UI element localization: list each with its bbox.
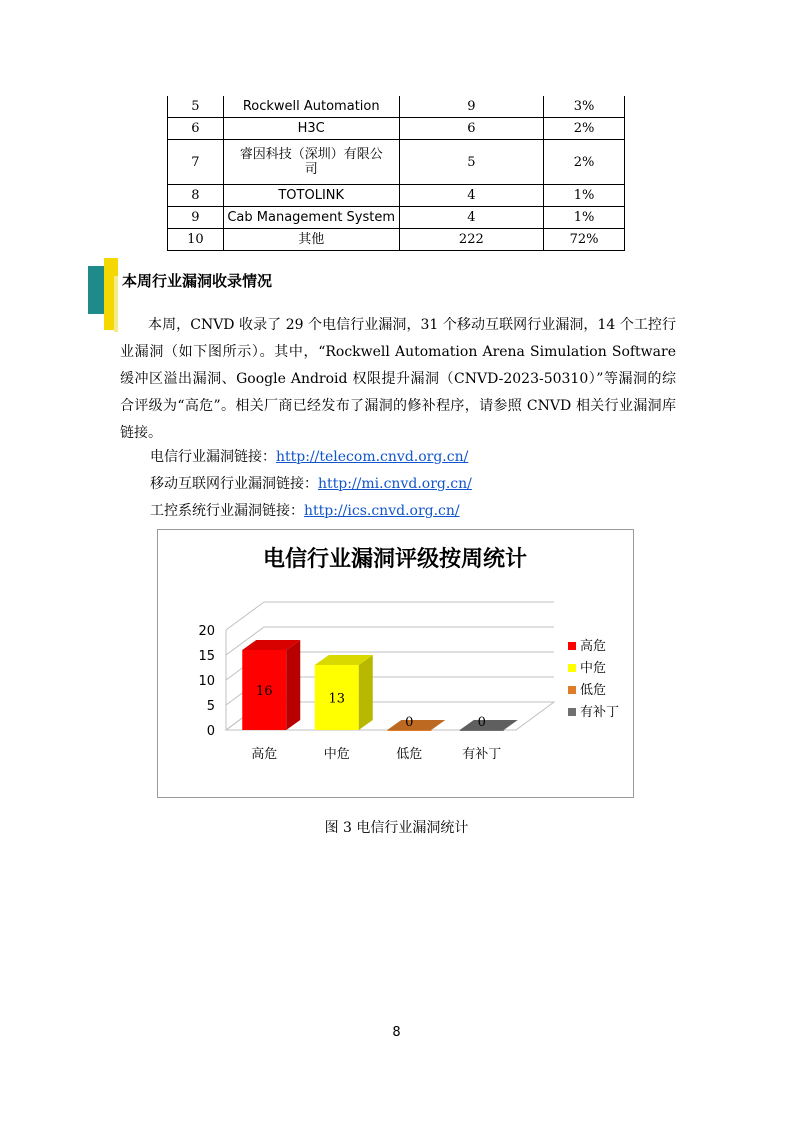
link-line-telecom (150, 446, 468, 466)
link-label-mobile: 移动互联网行业漏洞链接： (150, 476, 318, 492)
table-row (168, 229, 625, 251)
x-tick-label: 高危 (251, 747, 278, 762)
legend-swatch (568, 642, 576, 650)
cell-count: 6 (399, 118, 544, 140)
legend-label: 高危 (580, 639, 607, 654)
table-row (168, 96, 625, 118)
x-tick-label: 低危 (396, 747, 423, 762)
bar-side-1 (359, 655, 373, 730)
bar-3 (460, 730, 504, 731)
legend-swatch (568, 664, 576, 672)
section-heading: 本周行业漏洞收录情况 (122, 272, 273, 290)
bar-chart (157, 529, 634, 798)
bar-2 (387, 730, 431, 731)
x-tick-label: 有补丁 (462, 747, 502, 762)
cell-vendor: H3C (223, 118, 399, 140)
cell-pct: 2% (544, 118, 625, 140)
cell-pct: 72% (544, 229, 625, 251)
link-line-ics (150, 500, 460, 520)
cell-rank: 9 (168, 207, 224, 229)
link-mobile[interactable]: http://mi.cnvd.org.cn/ (318, 476, 472, 492)
cell-rank: 8 (168, 185, 224, 207)
link-line-mobile (150, 473, 472, 493)
cell-rank: 6 (168, 118, 224, 140)
link-telecom[interactable]: http://telecom.cnvd.org.cn/ (276, 449, 469, 465)
legend-label: 中危 (580, 661, 607, 676)
data-label: 0 (477, 715, 486, 730)
gridline-side (226, 602, 264, 630)
link-label-ics: 工控系统行业漏洞链接： (150, 503, 304, 519)
cell-pct: 2% (544, 140, 625, 185)
cell-vendor: TOTOLINK (223, 185, 399, 207)
cell-rank: 10 (168, 229, 224, 251)
table-row (168, 185, 625, 207)
cell-pct: 1% (544, 207, 625, 229)
cell-count: 222 (399, 229, 544, 251)
legend-swatch (568, 686, 576, 694)
chart-title: 电信行业漏洞评级按周统计 (262, 547, 528, 572)
body-paragraph-text: 本周，CNVD 收录了 29 个电信行业漏洞，31 个移动互联网行业漏洞，14 个工控行业漏洞（如下图所示）。其中，“Rockwell Automation Arena Simulation Software 缓冲区溢出漏洞、Google Android 权限提升漏洞（CNVD-2023-50310）”等漏洞的综合评级为“高危”。相关厂商已经发布了漏洞的修补程序，请参照 CNVD 相关行业漏洞库链接。 (120, 317, 676, 441)
heading-decoration-pale (114, 276, 118, 332)
legend-label: 低危 (580, 683, 607, 698)
link-ics[interactable]: http://ics.cnvd.org.cn/ (304, 503, 460, 519)
cell-rank: 5 (168, 96, 224, 118)
cell-count: 4 (399, 185, 544, 207)
page-number: 8 (392, 1025, 401, 1040)
table-row (168, 207, 625, 229)
y-tick-label: 20 (198, 624, 215, 639)
cell-vendor: 其他 (223, 229, 399, 251)
cell-count: 4 (399, 207, 544, 229)
cell-pct: 1% (544, 185, 625, 207)
y-tick-label: 5 (206, 699, 215, 714)
legend-label: 有补丁 (580, 705, 620, 720)
cell-count: 5 (399, 140, 544, 185)
cell-rank: 7 (168, 140, 224, 185)
y-tick-label: 10 (198, 674, 215, 689)
y-tick-label: 0 (206, 724, 215, 739)
table-row (168, 140, 625, 185)
cell-pct: 3% (544, 96, 625, 118)
cell-vendor: Cab Management System (223, 207, 399, 229)
y-tick-label: 15 (198, 649, 215, 664)
chart-canvas (158, 530, 633, 797)
cell-count: 9 (399, 96, 544, 118)
figure-caption: 图 3 电信行业漏洞统计 (324, 820, 469, 836)
cell-vendor: Rockwell Automation (223, 96, 399, 118)
link-label-telecom: 电信行业漏洞链接： (150, 449, 276, 465)
data-label: 16 (255, 684, 273, 699)
bar-side-0 (286, 640, 300, 730)
cell-vendor: 睿因科技（深圳）有限公司 (223, 140, 399, 185)
body-paragraph (120, 312, 676, 447)
data-label: 0 (405, 715, 414, 730)
legend-swatch (568, 708, 576, 716)
table-row (168, 118, 625, 140)
data-label: 13 (328, 691, 346, 707)
vendor-table (167, 96, 625, 251)
x-tick-label: 中危 (323, 747, 350, 762)
